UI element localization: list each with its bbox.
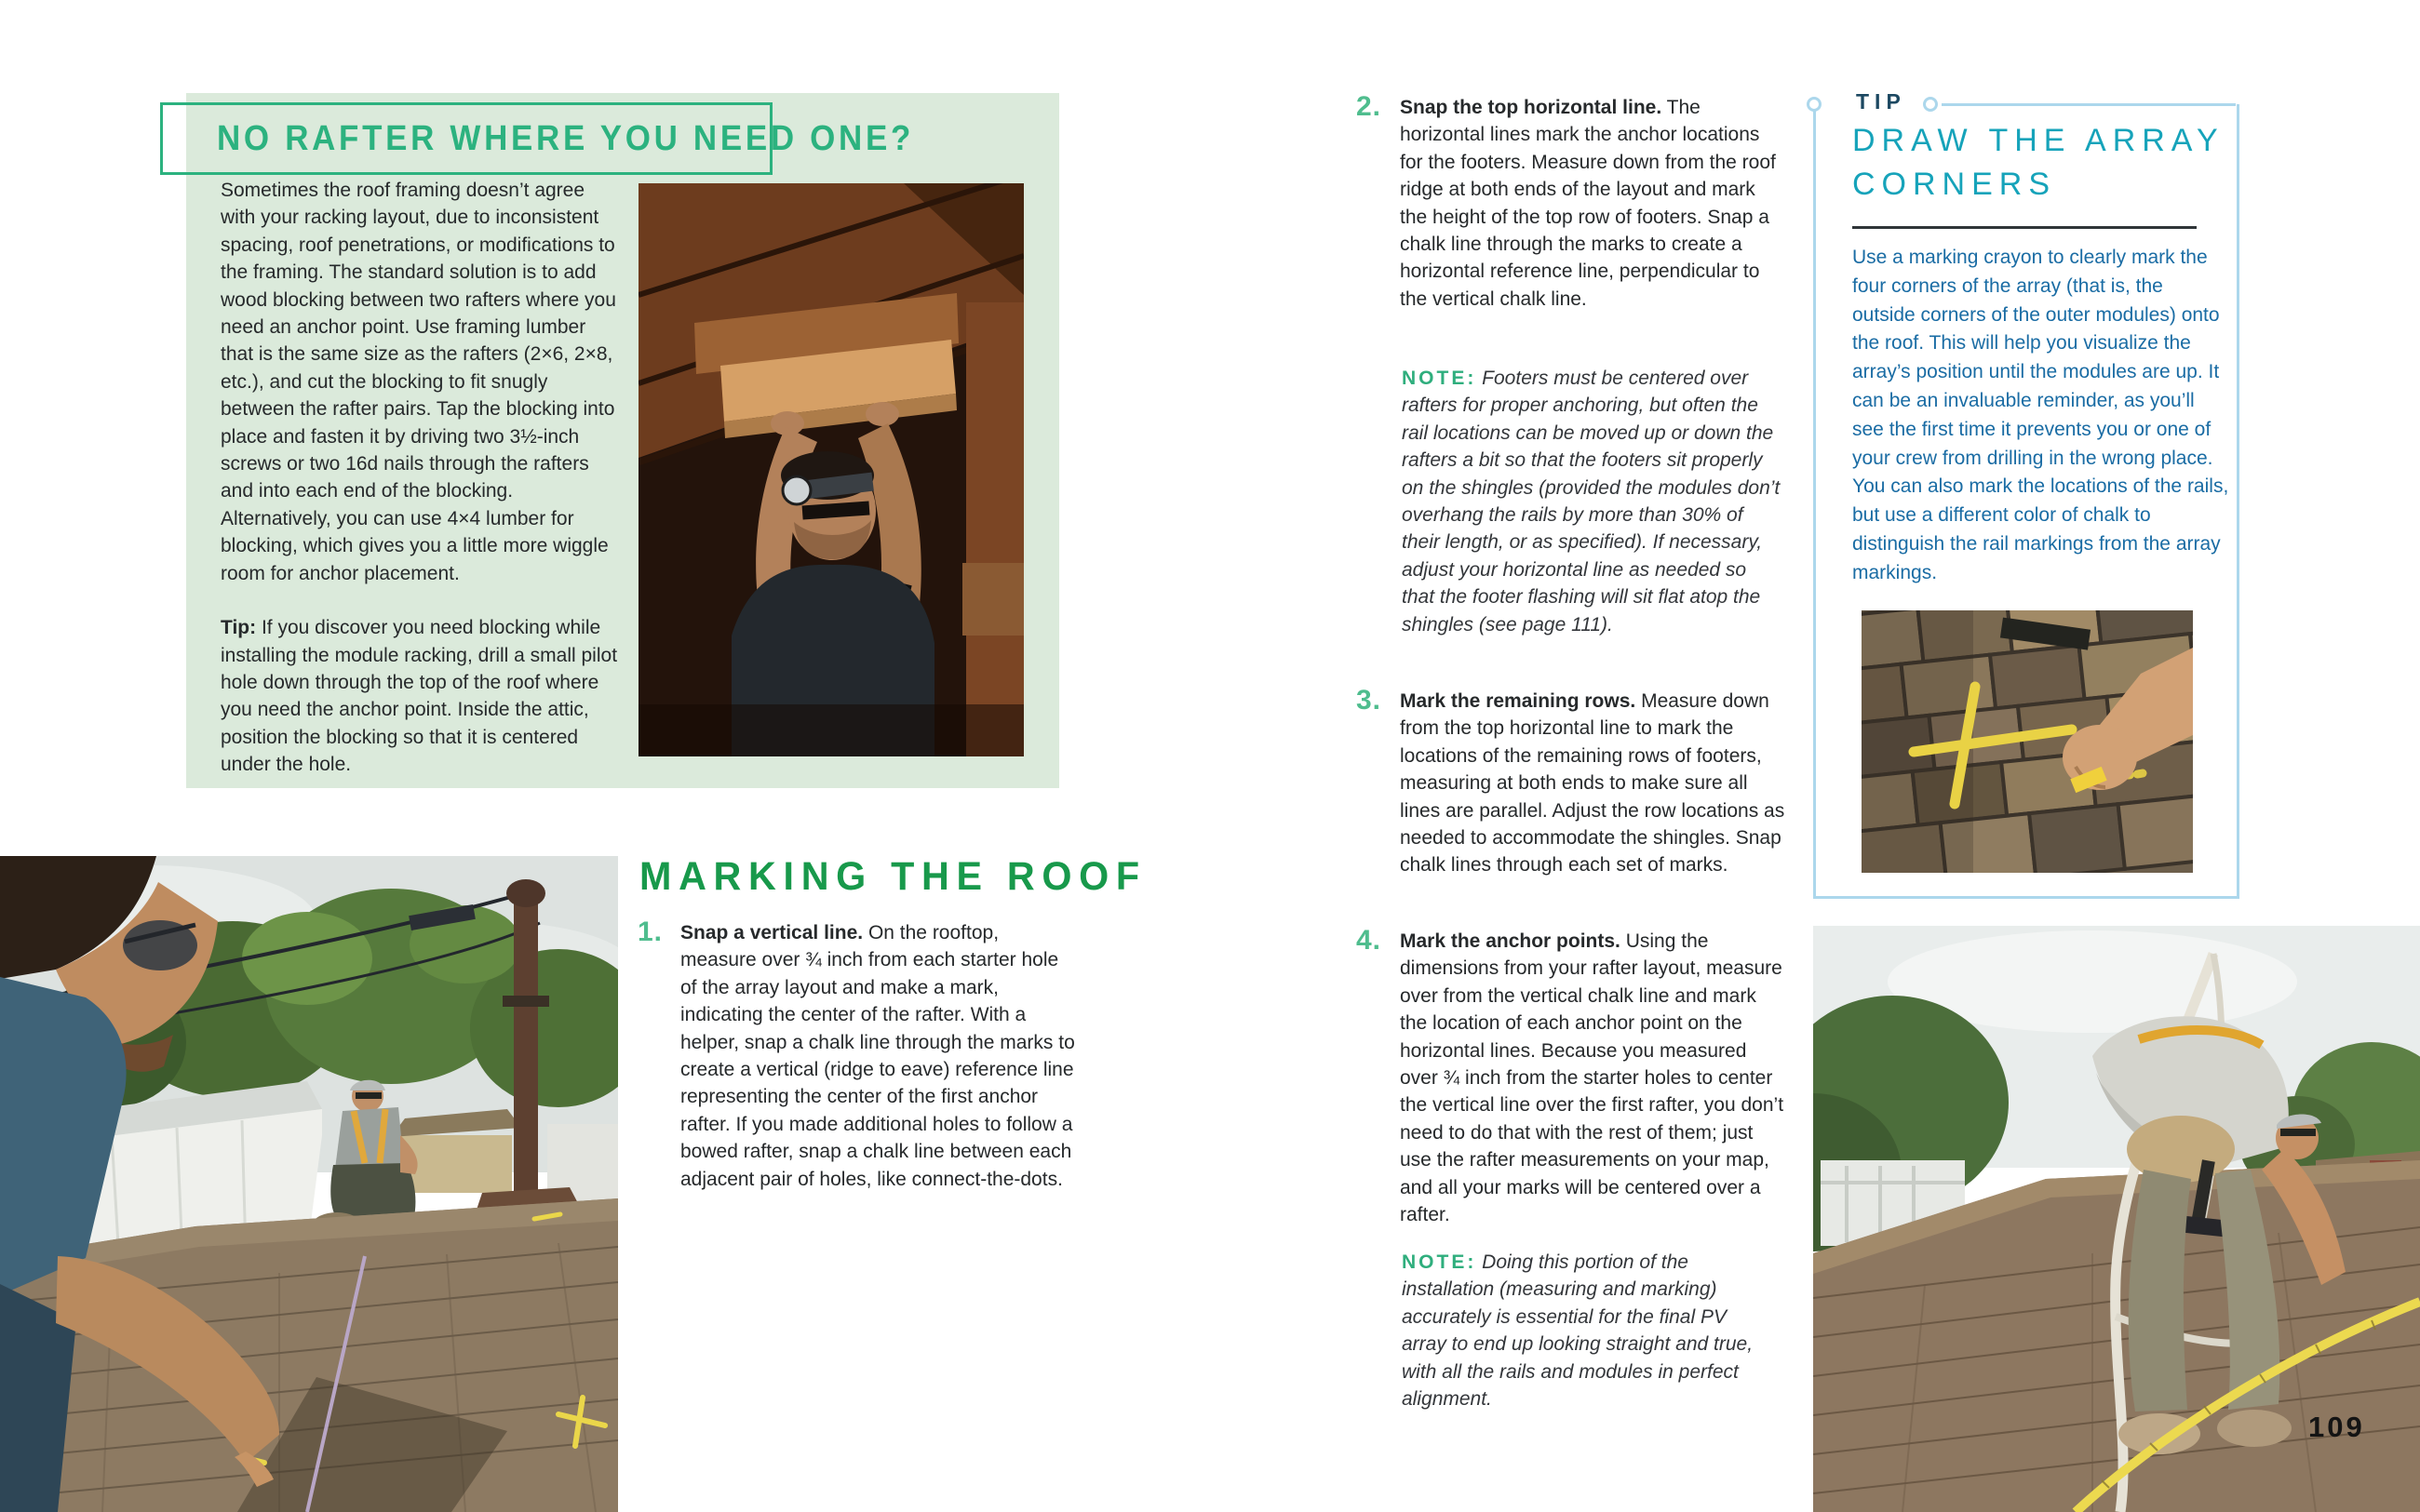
tip-box-top-rule xyxy=(1942,103,2236,106)
rooftop-measuring-photo xyxy=(0,856,618,1512)
attic-blocking-photo xyxy=(639,183,1024,756)
feature-body xyxy=(221,177,621,779)
step-4-note xyxy=(1402,1249,1774,1412)
step-2-number: 2. xyxy=(1356,91,1382,122)
step-4-text: Using the dimensions from your rafter layout, measure over from the vertical chalk line and mark the location of each anchor point on the horizontal lines. Because you measured over ¾ inch from the starter holes to center the vertical line over the first rafter, you don’t need to do that with the rest of them; just use the rafter measurements on your map, and all your marks will be centered over a rafter. xyxy=(1400,930,1784,1226)
step-3-text: Measure down from the top horizontal line to mark the locations of the remaining rows of footers, measuring at both ends to make sure all lines are parallel. Adjust the row locations as needed to accommodate the shingles. Snap chalk lines through each set of marks. xyxy=(1400,690,1785,876)
step-3 xyxy=(1400,688,1785,879)
chalk-mark-photo xyxy=(1862,610,2193,873)
step-2-note xyxy=(1402,365,1781,638)
tip-lead-label: Tip: xyxy=(221,617,257,639)
tip-connector-circle-icon xyxy=(1807,97,1822,112)
tip-body: Use a marking crayon to clearly mark the four corners of the array (that is, the outside corners of the outer modules) onto the roof. This will help you visualize the array’s position until the modules are up. It can be an invaluable reminder, as you’ll see the first time it prevents you or one of your crew from drilling in the wrong place. You can also mark the locations of the rails, but use a different color of chalk to distinguish the rail markings from the array markings. xyxy=(1852,247,2229,583)
step-4-title: Mark the anchor points. xyxy=(1400,930,1620,952)
tip-heading-rule xyxy=(1852,226,2197,229)
section-heading: MARKING THE ROOF xyxy=(639,854,1147,899)
step-4-number: 4. xyxy=(1356,925,1382,956)
feature-tip-paragraph xyxy=(221,614,621,778)
note-label: NOTE: xyxy=(1402,368,1477,389)
step-1-number: 1. xyxy=(638,917,664,947)
feature-paragraph: Sometimes the roof framing doesn’t agree with your racking layout, due to inconsistent spacing, roof penetrations, or modifications to the framing. The standard solution is to add wood blocking between two rafters where you need an anchor point. Use framing lumber that is the same size as the rafters (2×6, 2×8, etc.), and cut the blocking to fit snugly between the rafter pairs. Tap the blocking into place and fasten it by driving two 3½-inch screws or two 16d nails through the rafters and into each end of the blocking. Alternatively, you can use 4×4 lumber for blocking, which gives you a little more wiggle room for anchor placement. xyxy=(221,180,616,584)
note-text: Doing this portion of the installation (measuring and marking) accurately is essential for the final PV array to end up looking straight and true, with all the rails and modules in perfect alignment. xyxy=(1402,1251,1754,1411)
note-label: NOTE: xyxy=(1402,1251,1477,1273)
tip-connector-circle-icon xyxy=(1923,97,1938,112)
tip-label: TIP xyxy=(1856,89,1906,114)
step-3-title: Mark the remaining rows. xyxy=(1400,690,1636,712)
note-text: Footers must be centered over rafters for proper anchoring, but often the rail locations can be moved up or down the rafters a bit so that the footers sit properly on the shingles (provided the modules don’t overhang the rails by more than 30% of their length, or as specified). If necessary, adjust your horizontal line as needed so that the footer flashing will sit flat atop the shingles (see page 111). xyxy=(1402,368,1781,636)
step-1-text: On the rooftop, measure over ¾ inch from each starter hole of the array layout and make a mark, indicating the center of the rafter. With a helper, snap a chalk line through the marks to create a vertical (ridge to eave) reference line representing the center of the first anchor rafter. If you made additional holes to follow a bowed rafter, snap a chalk line between each adjacent pair of holes, like connect-the-dots. xyxy=(680,922,1075,1190)
step-3-number: 3. xyxy=(1356,685,1382,716)
step-2-text: The horizontal lines mark the anchor locations for the footers. Measure down from the roof ridge at both ends of the layout and mark the height of the top row of footers. Snap a chalk line through the marks to create a horizontal reference line, perpendicular to the vertical chalk line. xyxy=(1400,97,1776,310)
step-2 xyxy=(1400,94,1785,313)
step-2-title: Snap the top horizontal line. xyxy=(1400,97,1662,118)
step-4 xyxy=(1400,928,1785,1228)
step-1-title: Snap a vertical line. xyxy=(680,922,864,943)
feature-title: NO RAFTER WHERE YOU NEED ONE? xyxy=(217,118,914,158)
tip-heading: DRAW THE ARRAY CORNERS xyxy=(1852,123,2225,202)
feature-title-box xyxy=(160,102,914,175)
step-1 xyxy=(680,919,1079,1193)
tip-lead-text: If you discover you need blocking while installing the module racking, drill a small pilot hole down through the top of the roof where you need the anchor point. Inside the attic, position the blocking so that it is centered under the hole. xyxy=(221,617,618,776)
page-number: 109 xyxy=(2308,1411,2365,1443)
